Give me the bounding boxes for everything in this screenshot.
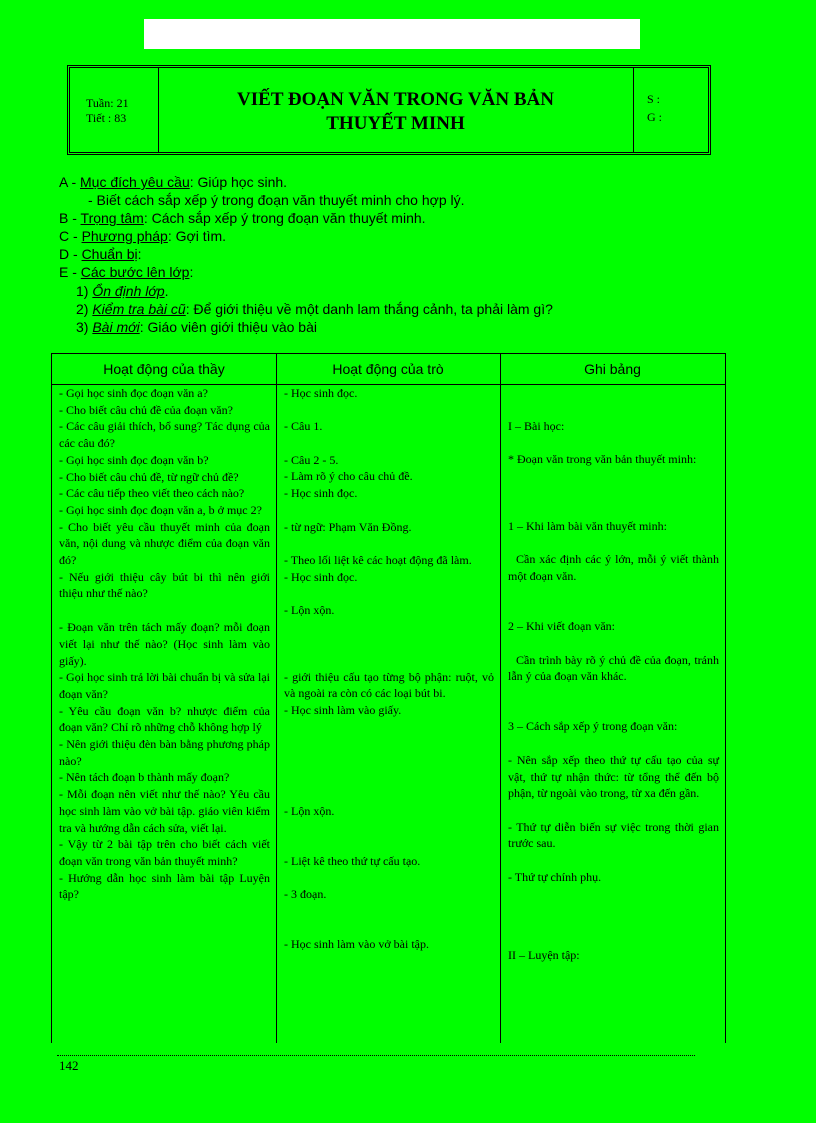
section-a-label: Mục đích yêu cầu [80,174,190,190]
s-label: S : [647,92,661,106]
teacher-line: - Các câu giải thích, bổ sung? Tác dụng của các câu đó? [59,419,270,451]
g-label: G : [647,110,662,124]
column-divider-1 [276,354,277,1043]
section-e-label: Các bước lên lớp [80,264,190,280]
board-line: II – Luyện tập: [508,948,580,963]
teacher-line: - Gọi học sinh đọc đoạn văn a, b ở mục 2? [59,502,262,517]
lesson-info-cell [70,68,159,152]
top-blank-bar [144,19,640,49]
board-line: - Thứ tự diễn biến sự việc trong thời gian trước sau. [508,819,719,851]
student-line: - Câu 1. [284,419,323,434]
column-divider-2 [500,354,501,1043]
board-line: Cần trình bày rõ ý chủ đề của đoạn, tránh lẫn ý của đoạn văn khác. [508,652,719,684]
student-line: - Làm rõ ý cho câu chủ đề. [284,469,413,484]
student-line: - Học sinh đọc. [284,486,358,501]
section-e-prefix: E - [59,264,81,280]
step-3-number: 3) [76,319,93,335]
board-line: * Đoạn văn trong văn bản thuyết minh: [508,452,697,467]
teacher-line: - Nếu giới thiệu cây bút bi thì nên giới thiệu như thế nào? [59,569,270,601]
week-label: Tuần: 21 [86,96,129,110]
student-line: - giới thiệu cấu tạo từng bộ phận: ruột, vỏ và ngoài ra còn có các loại bút bi. [284,669,494,701]
teacher-line: - Vậy từ 2 bài tập trên cho biết cách viết đoạn văn trong văn bản thuyết minh? [59,837,270,868]
student-line: - Học sinh làm vào vở bài tập. [284,937,429,952]
student-line: - 3 đoạn. [284,887,327,902]
lesson-title-line1: VIẾT ĐOẠN VĂN TRONG VĂN BẢN [237,89,554,110]
step-1-label: Ổn định lớp [92,283,165,299]
section-c-label: Phương pháp [81,228,168,244]
step-1-number: 1) [76,283,93,299]
step-1 [76,282,169,300]
section-d-prefix: D - [59,246,82,262]
section-a-text: : Giúp học sinh. [189,174,288,190]
student-line: - Lộn xộn. [284,803,335,818]
section-b [59,209,426,227]
board-line: - Nên sắp xếp theo thứ tự cấu tạo của sự vật, thứ tự nhận thức: từ tổng thể đến bộ phận, từ ngoài vào trong, từ xa đến gần. [508,752,719,801]
section-b-text: : Cách sắp xếp ý trong đoạn văn thuyết minh. [143,210,426,226]
teacher-line: - Mỗi đoạn nên viết như thế nào? Yêu cầu học sinh làm vào vở bài tập. giáo viên kiểm tra và hướng dẫn cách sửa, viết lại. [59,787,270,835]
section-a-sub: - Biết cách sắp xếp ý trong đoạn văn thuyết minh cho hợp lý. [88,192,465,208]
lesson-title-line2: THUYẾT MINH [326,113,465,134]
header-teacher: Hoạt động của thầy [103,361,225,377]
section-c-prefix: C - [59,228,82,244]
teacher-line: - Đoạn văn trên tách mấy đoạn? mỗi đoạn viết lại như thế nào? (Học sinh làm vào giấy). [59,620,270,668]
section-d-label: Chuẩn bị [81,246,138,262]
section-e [59,263,193,281]
board-line: 2 – Khi viết đoạn văn: [508,619,615,634]
board-column [508,418,719,964]
teacher-line: - Gọi học sinh đọc đoạn văn a? [59,386,208,400]
student-line: - Lộn xộn. [284,603,335,618]
step-3-label: Bài mới [92,319,140,335]
step-1-text: . [164,283,169,299]
board-line: - Thứ tự chính phụ. [508,869,602,884]
step-2-label: Kiểm tra bài cũ [92,301,186,317]
teacher-line: - Nên tách đoạn b thành mấy đoạn? [59,770,230,785]
teacher-line: - Yêu cầu đoạn văn b? nhược điểm của đoạn văn? Chỉ rõ những chỗ không hợp lý [59,703,270,735]
section-c-text: : Gợi tìm. [167,228,227,244]
section-e-text: : [189,264,194,280]
student-line: - Theo lối liệt kê các hoạt động đã làm. [284,552,472,567]
student-line: - Liệt kê theo thứ tự cấu tạo. [284,853,421,868]
teacher-line: - Cho biết câu chủ đề, từ ngữ chủ đề? [59,469,239,484]
section-c [59,227,226,245]
board-line: I – Bài học: [508,419,565,433]
teacher-line: - Cho biết câu chủ đề của đoạn văn? [59,402,233,417]
board-line: Cần xác định các ý lớn, mỗi ý viết thành một đoạn văn. [508,552,719,584]
footer-rule [57,1055,695,1056]
student-column [284,385,494,953]
step-3-text: : Giáo viên giới thiệu vào bài [139,319,317,335]
board-line: 1 – Khi làm bài văn thuyết minh: [508,519,667,534]
date-cell [633,68,708,152]
teacher-line: - Nên giới thiệu đèn bàn bằng phương pháp nào? [59,737,270,768]
title-cell [158,68,634,152]
header-student: Hoạt động của trò [332,361,444,377]
teacher-line: - Hướng dẫn học sinh làm bài tập Luyện tập? [59,870,270,902]
table-header-row [52,354,725,385]
activity-table [51,353,726,1043]
section-a-prefix: A - [59,174,81,190]
teacher-line: - Gọi học sinh trả lời bài chuẩn bị và sửa lại đoạn văn? [59,670,270,701]
teacher-line: - Gọi học sinh đọc đoạn văn b? [59,452,209,467]
step-2-text: : Để giới thiệu về một danh lam thắng cảnh, ta phải làm gì? [185,301,553,317]
student-line: - Học sinh đọc. [284,386,358,400]
step-3 [76,318,317,336]
student-line: - Câu 2 - 5. [284,452,339,467]
student-line: - Học sinh đọc. [284,569,358,584]
teacher-line: - Cho biết yêu cầu thuyết minh của đoạn văn, nội dung và nhược điểm của đoạn văn đó? [59,519,270,568]
section-b-label: Trọng tâm [80,210,144,226]
header-board: Ghi bảng [584,361,641,377]
section-a [59,173,287,191]
page-number: 142 [59,1058,79,1073]
lesson-header-box [67,65,711,155]
student-line: - Học sinh làm vào giấy. [284,703,402,718]
board-line: 3 – Cách sắp xếp ý trong đoạn văn: [508,719,678,734]
teacher-column [59,385,270,903]
step-2 [76,300,553,318]
section-d-text: : [137,246,142,262]
section-d [59,245,142,263]
student-line: - từ ngữ: Phạm Văn Đồng. [284,519,412,534]
lesson-number-label: Tiết : 83 [86,111,127,125]
step-2-number: 2) [76,301,93,317]
section-b-prefix: B - [59,210,81,226]
teacher-line: - Các câu tiếp theo viết theo cách nào? [59,486,245,501]
